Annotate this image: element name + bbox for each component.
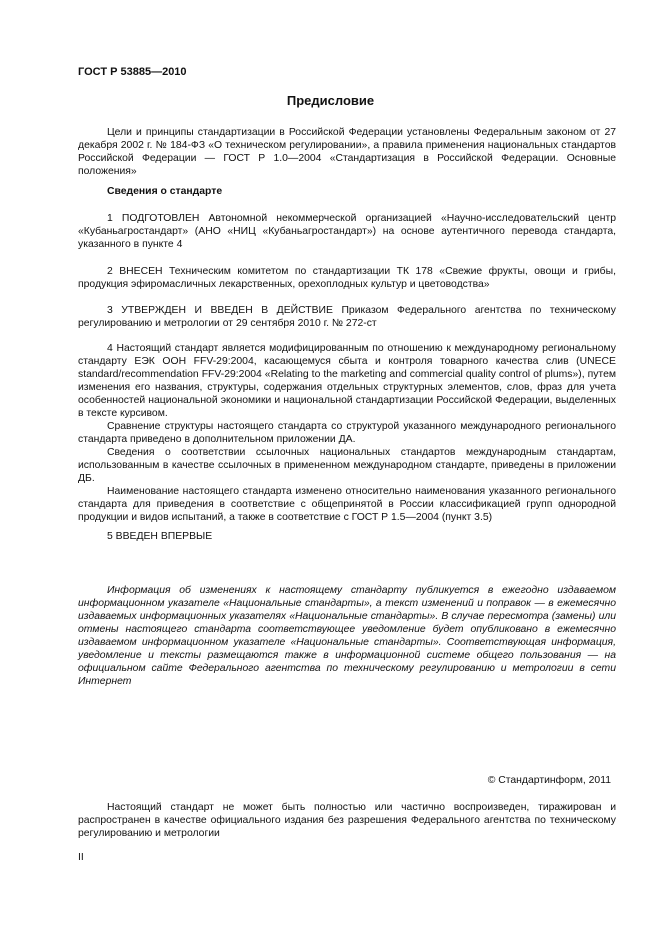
page-number: II <box>78 852 84 863</box>
item-4-references: Сведения о соответствии ссылочных национальных стандартов международным стандартам, использованным в качестве ссылочных в примененном международном стандарте, приведены в приложении ДБ. <box>78 447 616 484</box>
item-2: 2 ВНЕСЕН Техническим комитетом по стандартизации ТК 178 «Свежие фрукты, овощи и грибы, продукция эфиромасличных лекарственных, орехоплодных культур и цветоводства» <box>78 266 616 290</box>
document-code: ГОСТ Р 53885—2010 <box>78 66 187 78</box>
legal-paragraph: Настоящий стандарт не может быть полностью или частично воспроизведен, тиражирован и распространен в качестве официального издания без разрешения Федерального агентства по техническому регулированию и метрологии <box>78 802 616 839</box>
item-1: 1 ПОДГОТОВЛЕН Автономной некоммерческой организацией «Научно-исследовательский центр «Кубаньагростандарт» (АНО «НИЦ «Кубаньагростандарт») на основе аутентичного перевода стандарта, указанного в пункте 4 <box>78 213 616 250</box>
notice-paragraph: Информация об изменениях к настоящему стандарту публикуется в ежегодно издаваемом информационном указателе «Национальные стандарты», а текст изменений и поправок — в ежемесячно издаваемых информационных указателях «Национальные стандарты». В случае пересмотра (замены) или отмены настоящего стандарта соответствующее уведомление будет опубликовано в ежемесячно издаваемом информационном указателе «Национальные стандарты». Соответствующая информация, уведомление и тексты размещаются также в информационной системе общего пользования — на официальном сайте Федерального агентства по техническому регулированию и метрологии в сети Интернет <box>78 585 616 687</box>
item-4-comparison: Сравнение структуры настоящего стандарта со структурой указанного международного регионального стандарта приведено в дополнительном приложении ДА. <box>78 421 616 445</box>
item-4-naming: Наименование настоящего стандарта изменено относительно наименования указанного регионального стандарта для приведения в соответствие с общепринятой в России классификацией групп однородной продукции и видов испытаний, а также в соответствие с ГОСТ Р 1.5—2004 (пункт 3.5) <box>78 486 616 523</box>
copyright: © Стандартинформ, 2011 <box>487 775 611 786</box>
item-4: 4 Настоящий стандарт является модифицированным по отношению к международному региональному стандарту ЕЭК ООН FFV-29:2004, касающемуся сбыта и контроля товарного качества слив (UNECE standard/recommendation FFV-29:2004 «Relating to the marketing and commercial quality control of plums»), путем изменения его названия, структуры, содержания отдельных структурных элементов, слов, фраз для учета особенностей национальной экономики и национальной стандартизации Российской Федерации, выделенных в тексте курсивом. <box>78 343 616 419</box>
section-heading: Сведения о стандарте <box>107 186 223 197</box>
page-title: Предисловие <box>286 93 375 108</box>
item-3: 3 УТВЕРЖДЕН И ВВЕДЕН В ДЕЙСТВИЕ Приказом Федерального агентства по техническому регулированию и метрологии от 29 сентября 2010 г. № 272-ст <box>78 305 616 329</box>
intro-paragraph: Цели и принципы стандартизации в Российской Федерации установлены Федеральным законом от 27 декабря 2002 г. № 184-ФЗ «О техническом регулировании», а правила применения национальных стандартов Российской Федерации — ГОСТ Р 1.0—2004 «Стандартизация в Российской Федерации. Основные положения» <box>78 127 616 177</box>
item-5: 5 ВВЕДЕН ВПЕРВЫЕ <box>107 531 213 542</box>
